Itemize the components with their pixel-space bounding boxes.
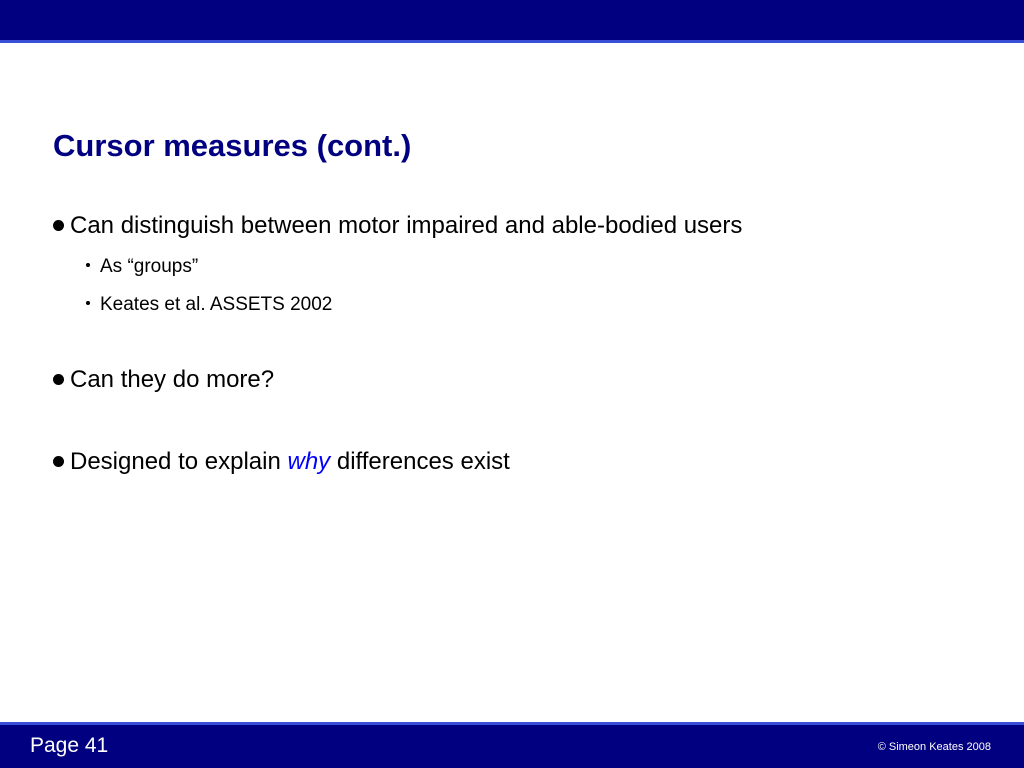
bullet-do-more: [53, 366, 274, 394]
bullet-dot-icon: [53, 456, 64, 467]
sub-bullet-groups: [86, 256, 198, 278]
header-bar: [0, 0, 1024, 40]
bullet-text-before: Designed to explain: [70, 448, 288, 475]
header-accent-line: [0, 40, 1024, 43]
footer-bar: [0, 725, 1024, 768]
sub-bullet-text: As “groups”: [100, 256, 199, 277]
bullet-text: Can they do more?: [70, 366, 275, 393]
sub-bullet-reference: [86, 294, 332, 316]
page-number: Page 41: [30, 734, 109, 757]
bullet-text: Can distinguish between motor impaired and able-bodied users: [70, 212, 743, 239]
copyright-notice: © Simeon Keates 2008: [877, 741, 991, 753]
bullet-dot-icon: [53, 220, 64, 231]
sub-bullet-text: Keates et al. ASSETS 2002: [100, 294, 333, 315]
sub-bullet-dot-icon: [86, 263, 90, 267]
bullet-explain-why: [53, 448, 510, 476]
bullet-dot-icon: [53, 374, 64, 385]
emphasis-why: why: [287, 448, 331, 475]
bullet-distinguish: [53, 212, 742, 240]
slide-title: Cursor measures (cont.): [53, 128, 412, 163]
bullet-text-after: differences exist: [330, 448, 510, 475]
bullet-text: [70, 448, 510, 476]
sub-bullet-dot-icon: [86, 301, 90, 305]
